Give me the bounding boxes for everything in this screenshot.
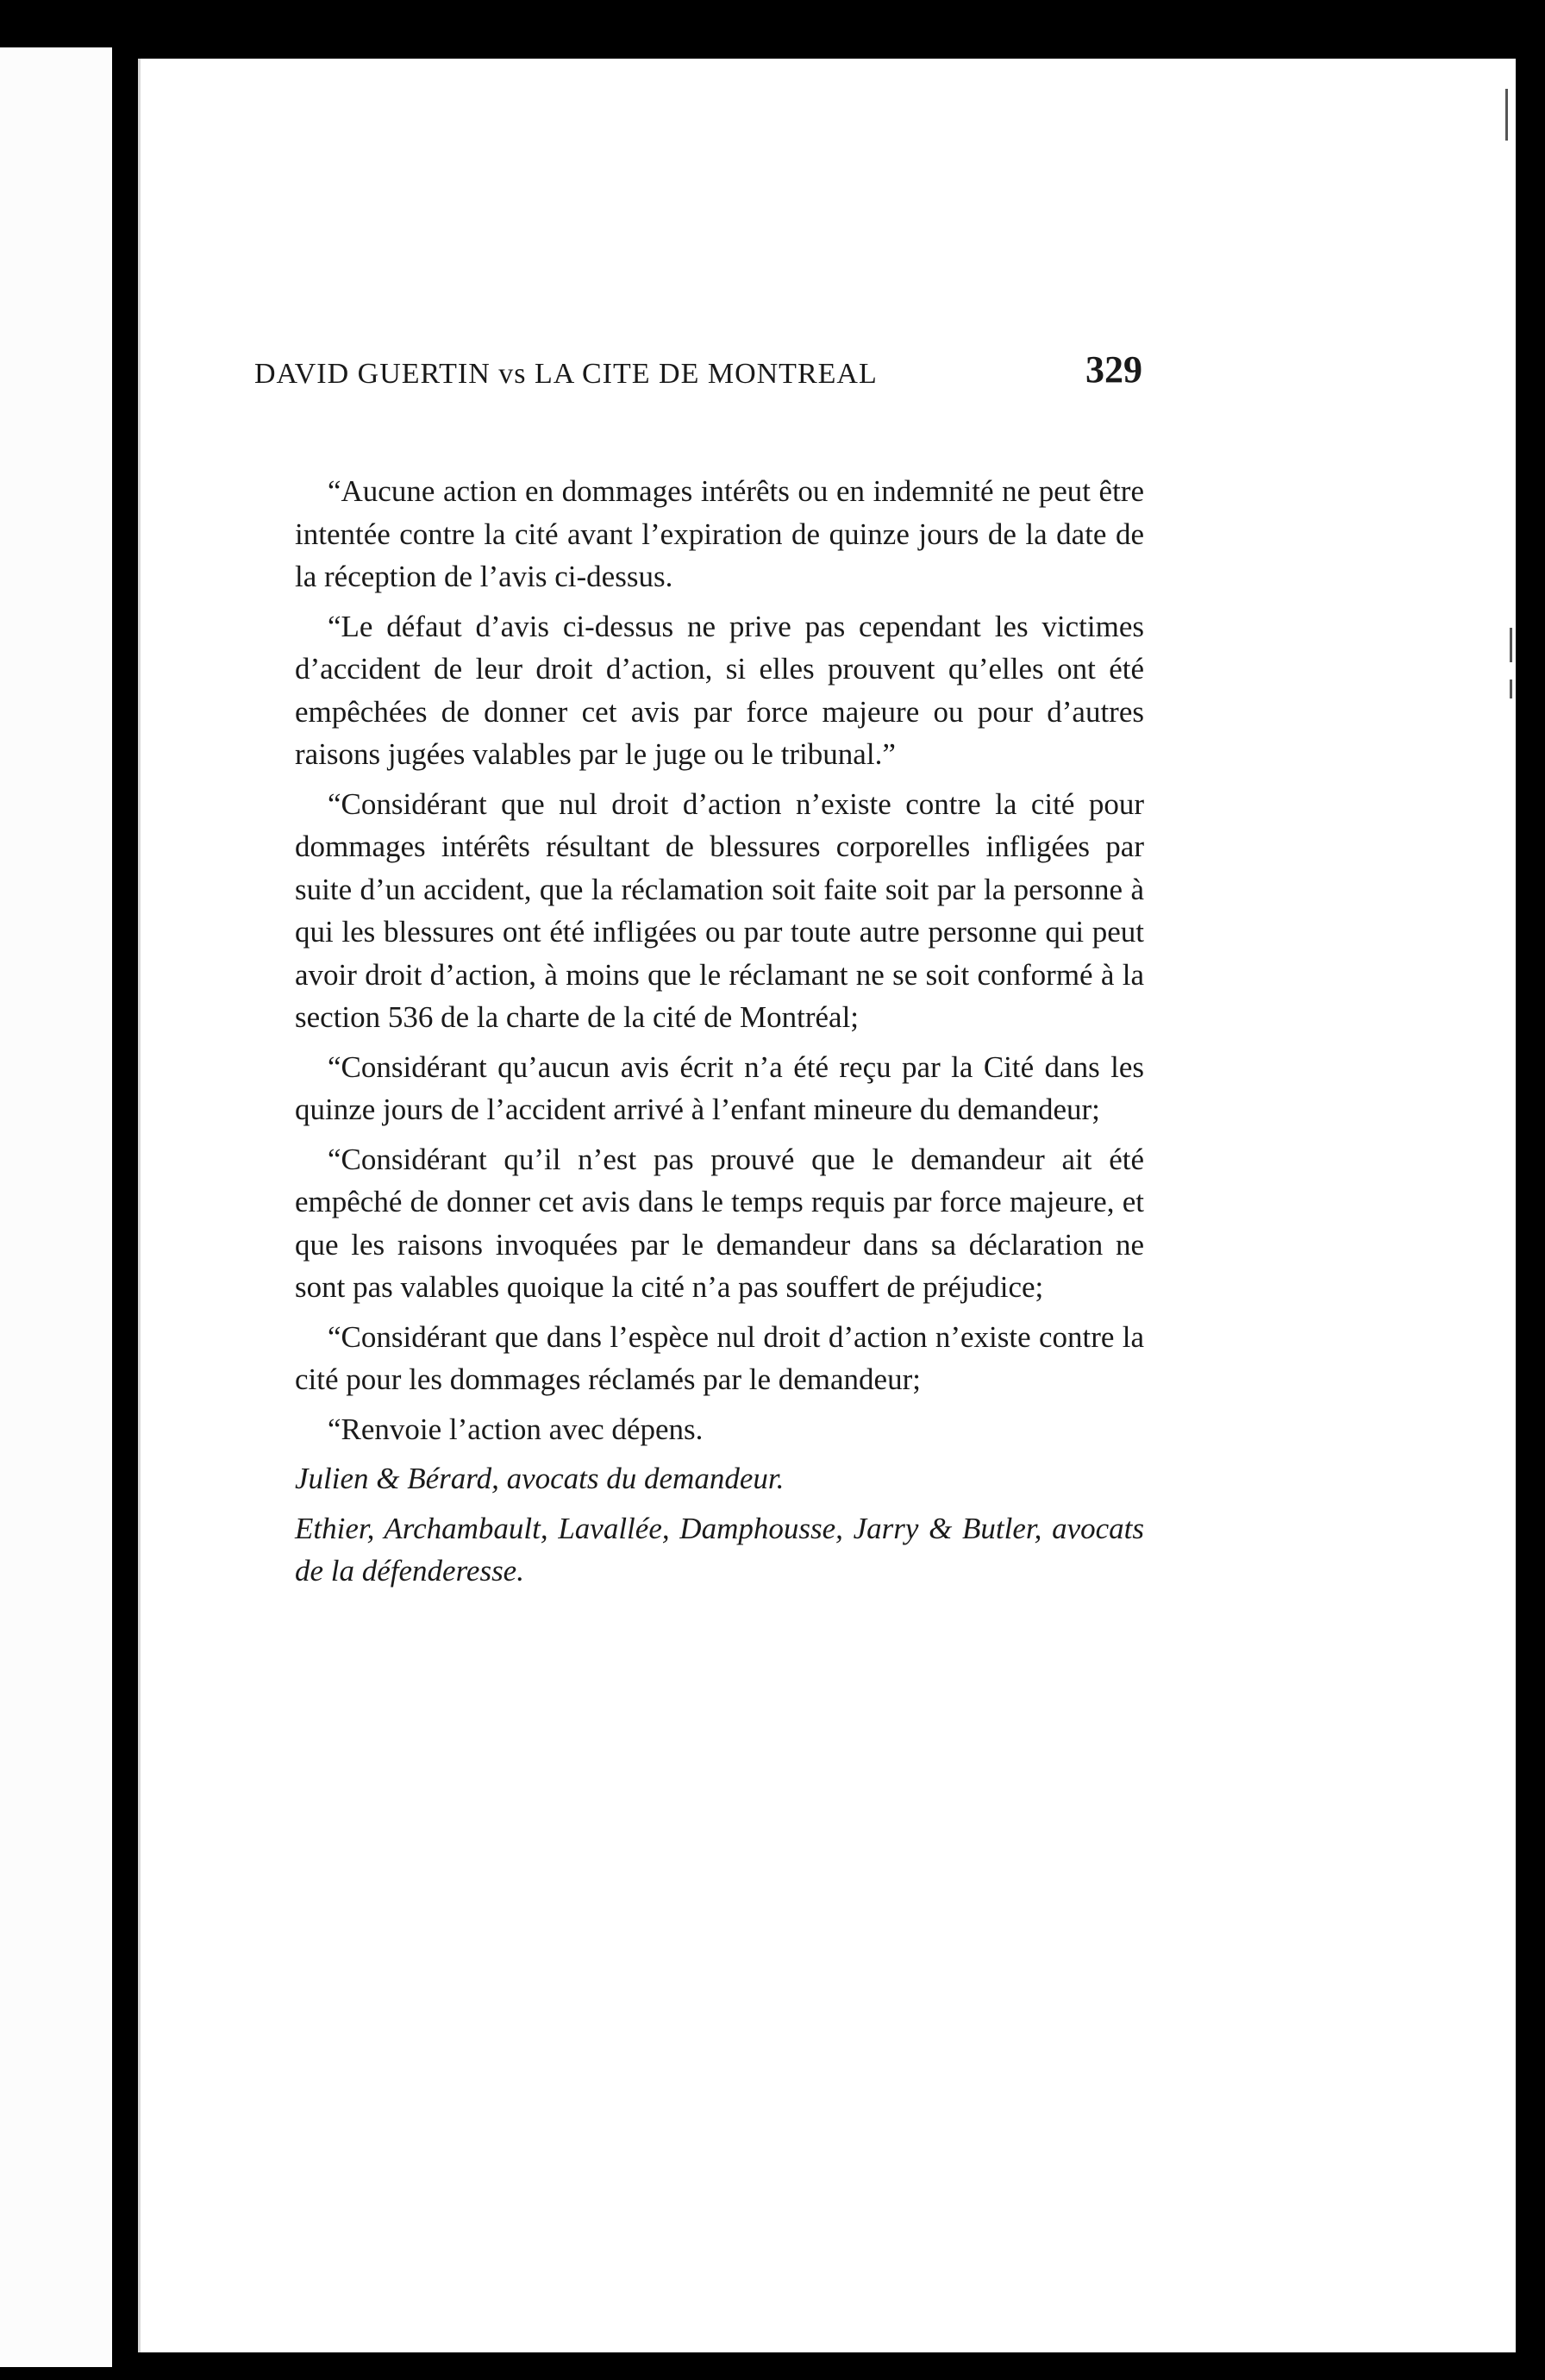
facing-page-edge — [0, 47, 112, 2367]
page-edge-mark — [1505, 89, 1508, 141]
paragraph: “Le défaut d’avis ci-dessus ne prive pas cependant les victimes d’accident de leur droit d’action, si elles prouvent qu’elles ont été empêchées de donner cet avis par force majeure ou pour d’autres raisons jugées valables par le juge ou le tribunal.” — [295, 609, 1144, 771]
signature-defendant: Ethier, Archambault, Lavallée, Damphousse, Jarry & Butler, avocats de la défenderesse. — [295, 1511, 1144, 1588]
paragraph: “Considérant que nul droit d’action n’existe contre la cité pour dommages intérêts résultant de blessures corporelles infligées par suite d’un accident, que la réclamation soit faite soit par la personne à qui les blessures ont été infligées ou par toute autre personne qui peut avoir droit d’action, à moins que le réclamant ne se soit conformé à la section 536 de la charte de la cité de Montréal; — [295, 786, 1144, 1034]
running-head: DAVID GUERTIN vs LA CITE DE MONTREAL — [254, 358, 878, 390]
signature-plaintiff: Julien & Bérard, avocats du demandeur. — [295, 1462, 785, 1495]
paragraph: “Aucune action en dommages intérêts ou en indemnité ne peut être intentée contre la cité avant l’expiration de quinze jours de la date de la réception de l’avis ci-dessus. — [295, 474, 1144, 593]
page-header — [254, 341, 1142, 418]
page-number: 329 — [1085, 348, 1142, 391]
paragraph: “Considérant qu’aucun avis écrit n’a été reçu par la Cité dans les quinze jours de l’accident arrivé à l’enfant mineure du demandeur; — [295, 1049, 1144, 1126]
paragraph: “Considérant que dans l’espèce nul droit d’action n’existe contre la cité pour les dommages réclamés par le demandeur; — [295, 1319, 1144, 1396]
page-body — [295, 470, 1144, 1600]
page-edge-mark — [1510, 628, 1512, 662]
page-edge-mark — [1510, 680, 1512, 698]
paragraph: “Renvoie l’action avec dépens. — [328, 1412, 704, 1446]
paragraph: “Considérant qu’il n’est pas prouvé que le demandeur ait été empêché de donner cet avis dans le temps requis par force majeure, et que les raisons invoquées par le demandeur dans sa déclaration ne sont pas valables quoique la cité n’a pas souffert de préjudice; — [295, 1142, 1144, 1304]
